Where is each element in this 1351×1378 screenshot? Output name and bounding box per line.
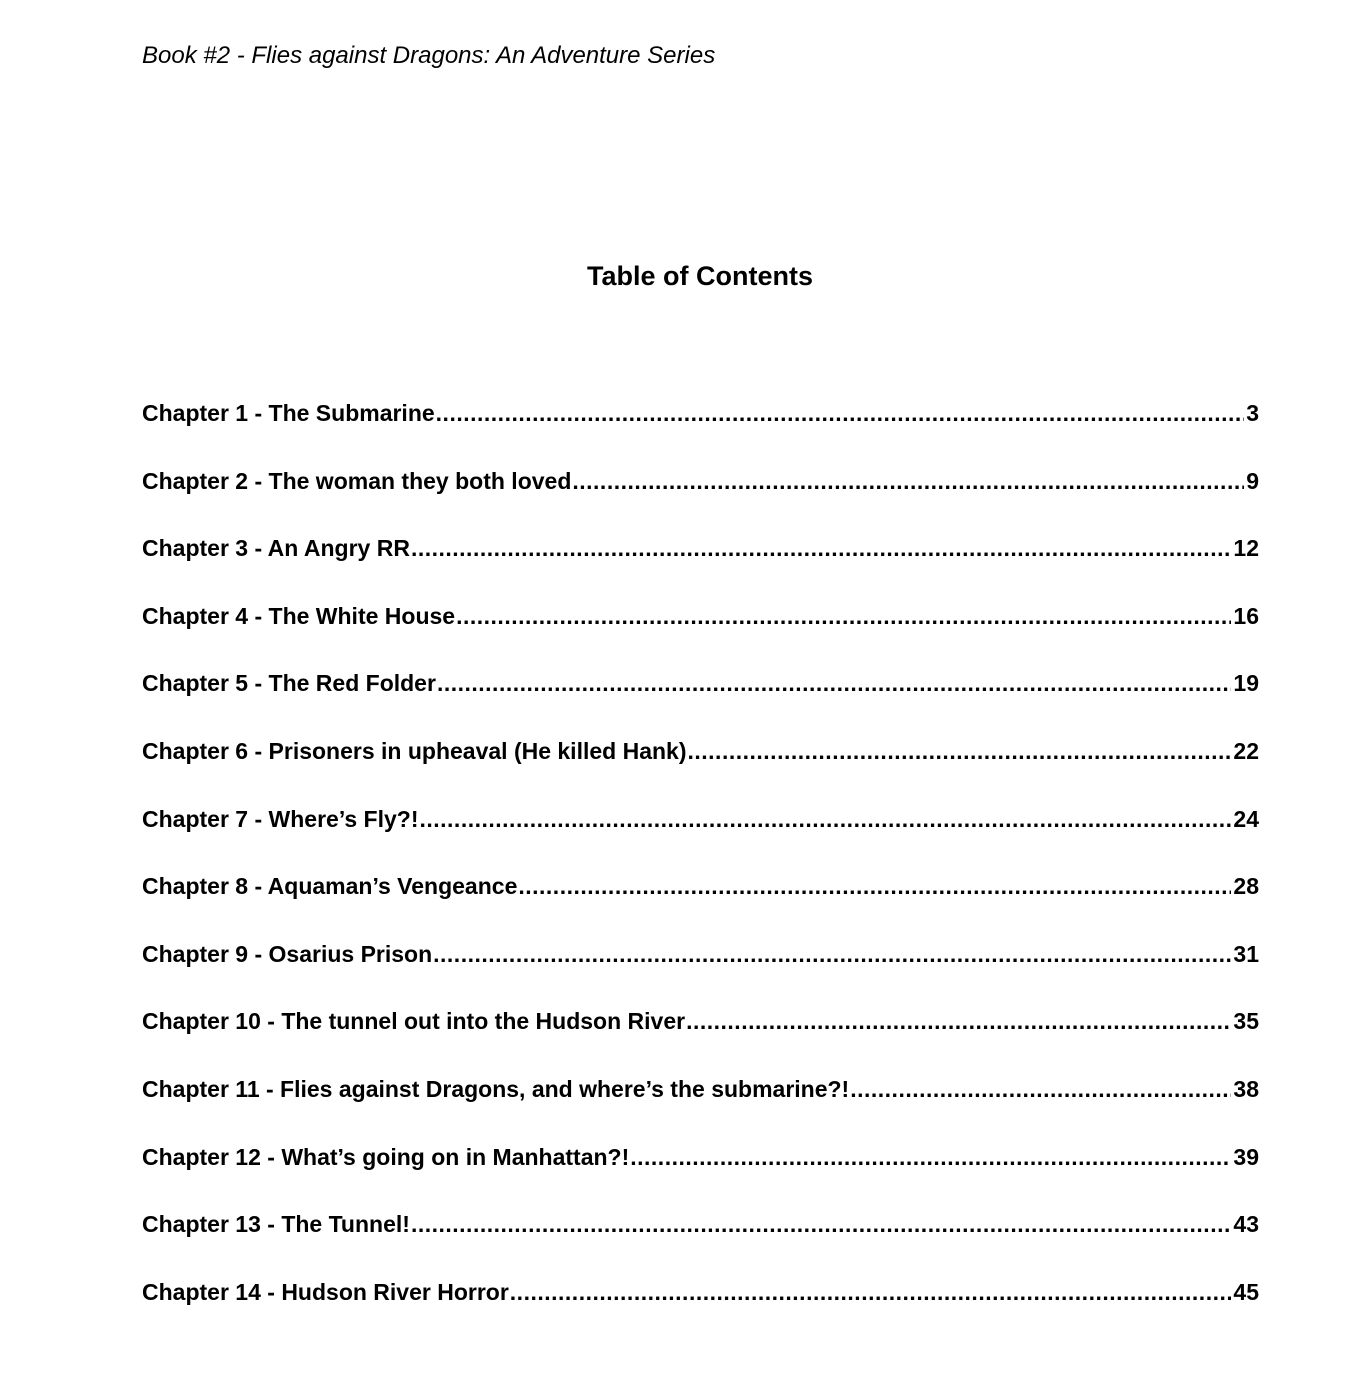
toc-title: Table of Contents <box>587 261 813 291</box>
toc-dot-leader <box>686 1004 1231 1038</box>
toc-entry-label: Chapter 7 - Where’s Fly?! <box>142 805 419 832</box>
toc-entry-label: Chapter 6 - Prisoners in upheaval (He killed Hank) <box>142 737 687 764</box>
toc-entry[interactable] <box>142 869 1259 937</box>
toc-entry[interactable] <box>142 531 1259 599</box>
toc-entry[interactable] <box>142 1275 1259 1343</box>
toc-entry[interactable] <box>142 1004 1259 1072</box>
toc-entry-page: 9 <box>1246 467 1259 494</box>
toc-dot-leader <box>630 1140 1231 1174</box>
toc-dot-leader <box>436 396 1245 430</box>
toc-dot-leader <box>572 464 1244 498</box>
toc-entry-page: 19 <box>1233 670 1259 697</box>
toc-entry-page: 12 <box>1233 535 1259 562</box>
toc-entry-page: 38 <box>1233 1075 1259 1102</box>
toc-entry-label: Chapter 12 - What’s going on in Manhattan?! <box>142 1143 630 1170</box>
toc-entry-page: 24 <box>1233 805 1259 832</box>
toc-dot-leader <box>433 937 1231 971</box>
toc-entry-page: 28 <box>1233 873 1259 900</box>
toc-entry-label: Chapter 5 - The Red Folder <box>142 670 436 697</box>
toc-entry[interactable] <box>142 464 1259 532</box>
toc-entry[interactable] <box>142 937 1259 1005</box>
toc-dot-leader <box>437 666 1231 700</box>
toc-entry-label: Chapter 2 - The woman they both loved <box>142 467 572 494</box>
toc-entry-label: Chapter 4 - The White House <box>142 602 456 629</box>
toc-entry-label: Chapter 14 - Hudson River Horror <box>142 1278 509 1305</box>
toc-dot-leader <box>411 531 1231 565</box>
toc-entry[interactable] <box>142 1140 1259 1208</box>
toc-entry-label: Chapter 10 - The tunnel out into the Hudson River <box>142 1008 686 1035</box>
toc-entry-label: Chapter 8 - Aquaman’s Vengeance <box>142 873 518 900</box>
toc-entry-label: Chapter 1 - The Submarine <box>142 400 435 426</box>
toc-entry-label: Chapter 9 - Osarius Prison <box>142 940 433 967</box>
toc-dot-leader <box>411 1207 1231 1241</box>
toc-dot-leader <box>419 802 1231 836</box>
toc-entry[interactable] <box>142 599 1259 667</box>
toc-list <box>142 396 1259 1342</box>
toc-entry-page: 39 <box>1233 1143 1259 1170</box>
toc-entry-label: Chapter 3 - An Angry RR <box>142 535 410 562</box>
toc-dot-leader <box>518 869 1231 903</box>
toc-entry-page: 16 <box>1233 602 1259 629</box>
toc-entry-page: 35 <box>1233 1008 1259 1035</box>
toc-dot-leader <box>850 1072 1231 1106</box>
toc-entry[interactable] <box>142 1207 1259 1275</box>
toc-entry-page: 31 <box>1233 940 1259 967</box>
toc-entry[interactable] <box>142 734 1259 802</box>
toc-entry[interactable] <box>142 396 1259 464</box>
toc-entry-label: Chapter 13 - The Tunnel! <box>142 1211 410 1238</box>
toc-dot-leader <box>456 599 1231 633</box>
toc-entry-label: Chapter 11 - Flies against Dragons, and where’s the submarine?! <box>142 1075 850 1102</box>
toc-entry[interactable] <box>142 802 1259 870</box>
toc-entry-page: 43 <box>1233 1211 1259 1238</box>
running-header: Book #2 - Flies against Dragons: An Adventure Series <box>142 42 716 69</box>
toc-dot-leader <box>510 1275 1232 1309</box>
toc-entry-page: 22 <box>1233 737 1259 764</box>
toc-dot-leader <box>688 734 1232 768</box>
toc-entry[interactable] <box>142 1072 1259 1140</box>
toc-entry[interactable] <box>142 666 1259 734</box>
toc-entry-page: 3 <box>1246 400 1259 426</box>
toc-entry-page: 45 <box>1233 1278 1259 1305</box>
